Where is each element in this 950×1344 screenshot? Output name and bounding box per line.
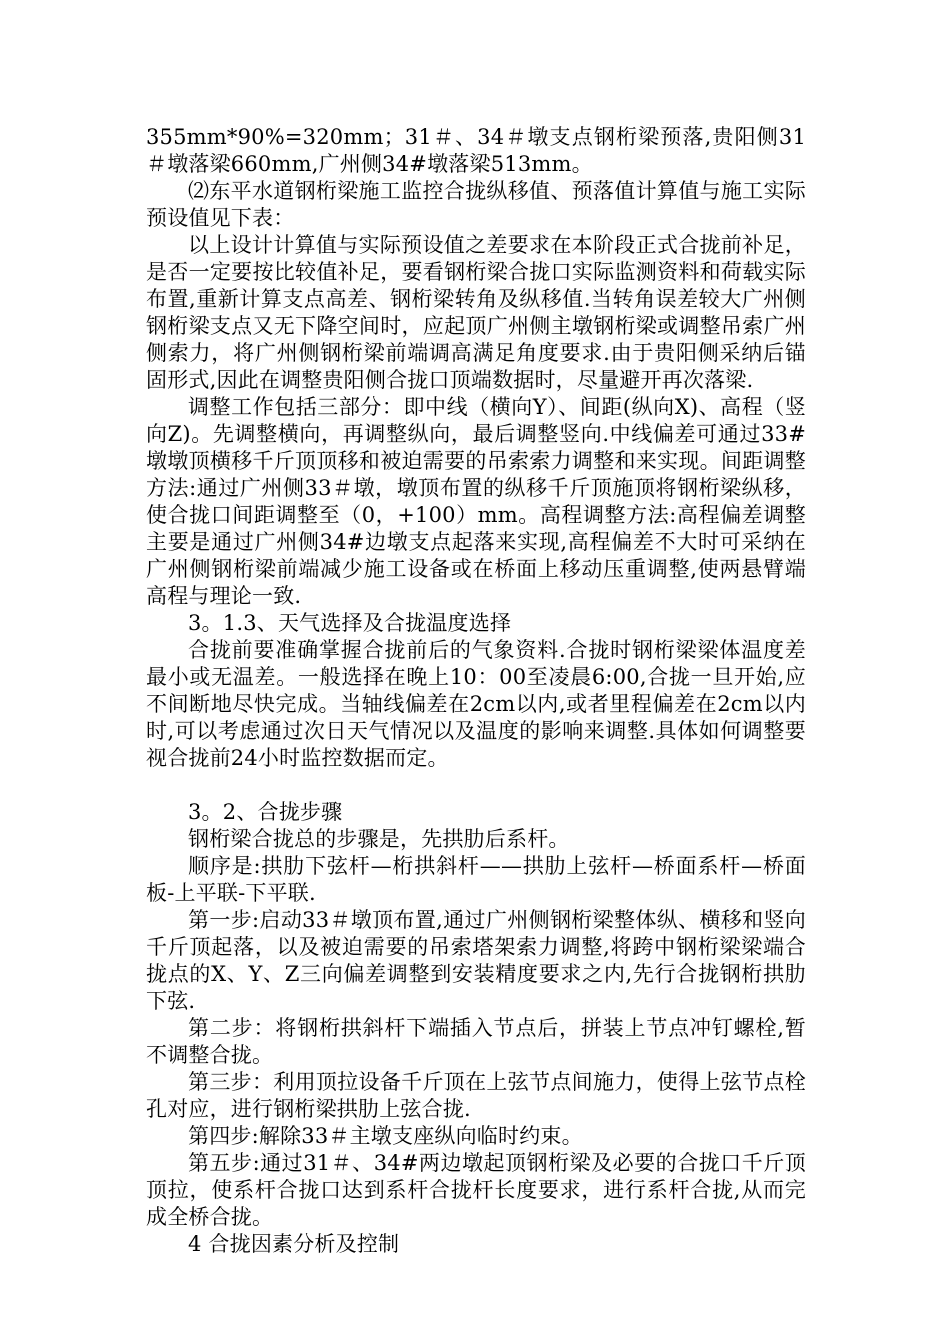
paragraph-3: 以上设计计算值与实际预设值之差要求在本阶段正式合拢前补足，是否一定要按比较值补足，要看钢桁梁合拢口实际监测资料和荷载实际布置,重新计算支点高差、钢桁梁转角及纵移值.当转角误差较大广州侧钢桁梁支点又无下降空间时，应起顶广州侧主墩钢桁梁或调整吊索广州侧索力，将广州侧钢桁梁前端调高满足角度要求.由于贵阳侧采纳后锚固形式,因此在调整贵阳侧合拢口顶端数据时，尽量避开再次落梁. xyxy=(146,233,806,392)
paragraph-6: 钢桁梁合拢总的步骤是，先拱肋后系杆。 xyxy=(188,827,570,851)
paragraph-7: 顺序是:拱肋下弦杆—桁拱斜杆——拱肋上弦杆—桥面系杆—桥面板-上平联-下平联. xyxy=(146,854,806,905)
section-heading-4: 4 合拢因素分析及控制 xyxy=(188,1232,400,1256)
paragraph-1: 355mm*90%=320mm；31＃、34＃墩支点钢桁梁预落,贵阳侧31＃墩落梁660mm,广州侧34#墩落梁513mm。 xyxy=(146,125,806,176)
step-5-paragraph: 第五步:通过31＃、34#两边墩起顶钢桁梁及必要的合拢口千斤顶顶拉，使系杆合拢口达到系杆合拢杆长度要求，进行系杆合拢,从而完成全桥合拢。 xyxy=(146,1151,806,1229)
paragraph-4: 调整工作包括三部分：即中线（横向Y）、间距(纵向X)、高程（竖向Z)。先调整横向，再调整纵向，最后调整竖向.中线偏差可通过33#墩墩顶横移千斤顶顶移和被迫需要的吊索索力调整和来实现。间距调整方法:通过广州侧33＃墩，墩顶布置的纵移千斤顶施顶将钢桁梁纵移，使合拢口间距调整至（0，+100）mm。高程调整方法:高程偏差调整主要是通过广州侧34#边墩支点起落来实现,高程偏差不大时可采纳在广州侧钢桁梁前端减少施工设备或在桥面上移动压重调整,使两悬臂端高程与理论一致. xyxy=(146,395,806,608)
paragraph-2: ⑵东平水道钢桁梁施工监控合拢纵移值、预落值计算值与施工实际预设值见下表： xyxy=(146,179,806,230)
step-1-paragraph: 第一步:启动33＃墩顶布置,通过广州侧钢桁梁整体纵、横移和竖向千斤顶起落，以及被迫需要的吊索塔架索力调整,将跨中钢桁梁梁端合拢点的X、Y、Z三向偏差调整到安装精度要求之内,先行合拢钢桁拱肋下弦. xyxy=(146,908,806,1013)
step-3-paragraph: 第三步：利用顶拉设备千斤顶在上弦节点间施力，使得上弦节点栓孔对应，进行钢桁梁拱肋上弦合拢. xyxy=(146,1070,806,1121)
section-heading-3-2: 3。2、合拢步骤 xyxy=(188,800,343,824)
section-heading-3-1-3: 3。1.3、天气选择及合拢温度选择 xyxy=(188,611,512,635)
step-4-paragraph: 第四步:解除33＃主墩支座纵向临时约束。 xyxy=(188,1124,583,1148)
paragraph-5: 合拢前要准确掌握合拢前后的气象资料.合拢时钢桁梁梁体温度差最小或无温差。一般选择在晚上10：00至凌晨6:00,合拢一旦开始,应不间断地尽快完成。当轴线偏差在2cm以内,或者里程偏差在2cm以内时,可以考虑通过次日天气情况以及温度的影响来调整.具体如何调整要视合拢前24小时监控数据而定。 xyxy=(146,638,806,770)
blank-line xyxy=(146,772,806,799)
document-page xyxy=(146,124,806,1258)
step-2-paragraph: 第二步：将钢桁拱斜杆下端插入节点后，拼装上节点冲钉螺栓,暂不调整合拢。 xyxy=(146,1016,806,1067)
